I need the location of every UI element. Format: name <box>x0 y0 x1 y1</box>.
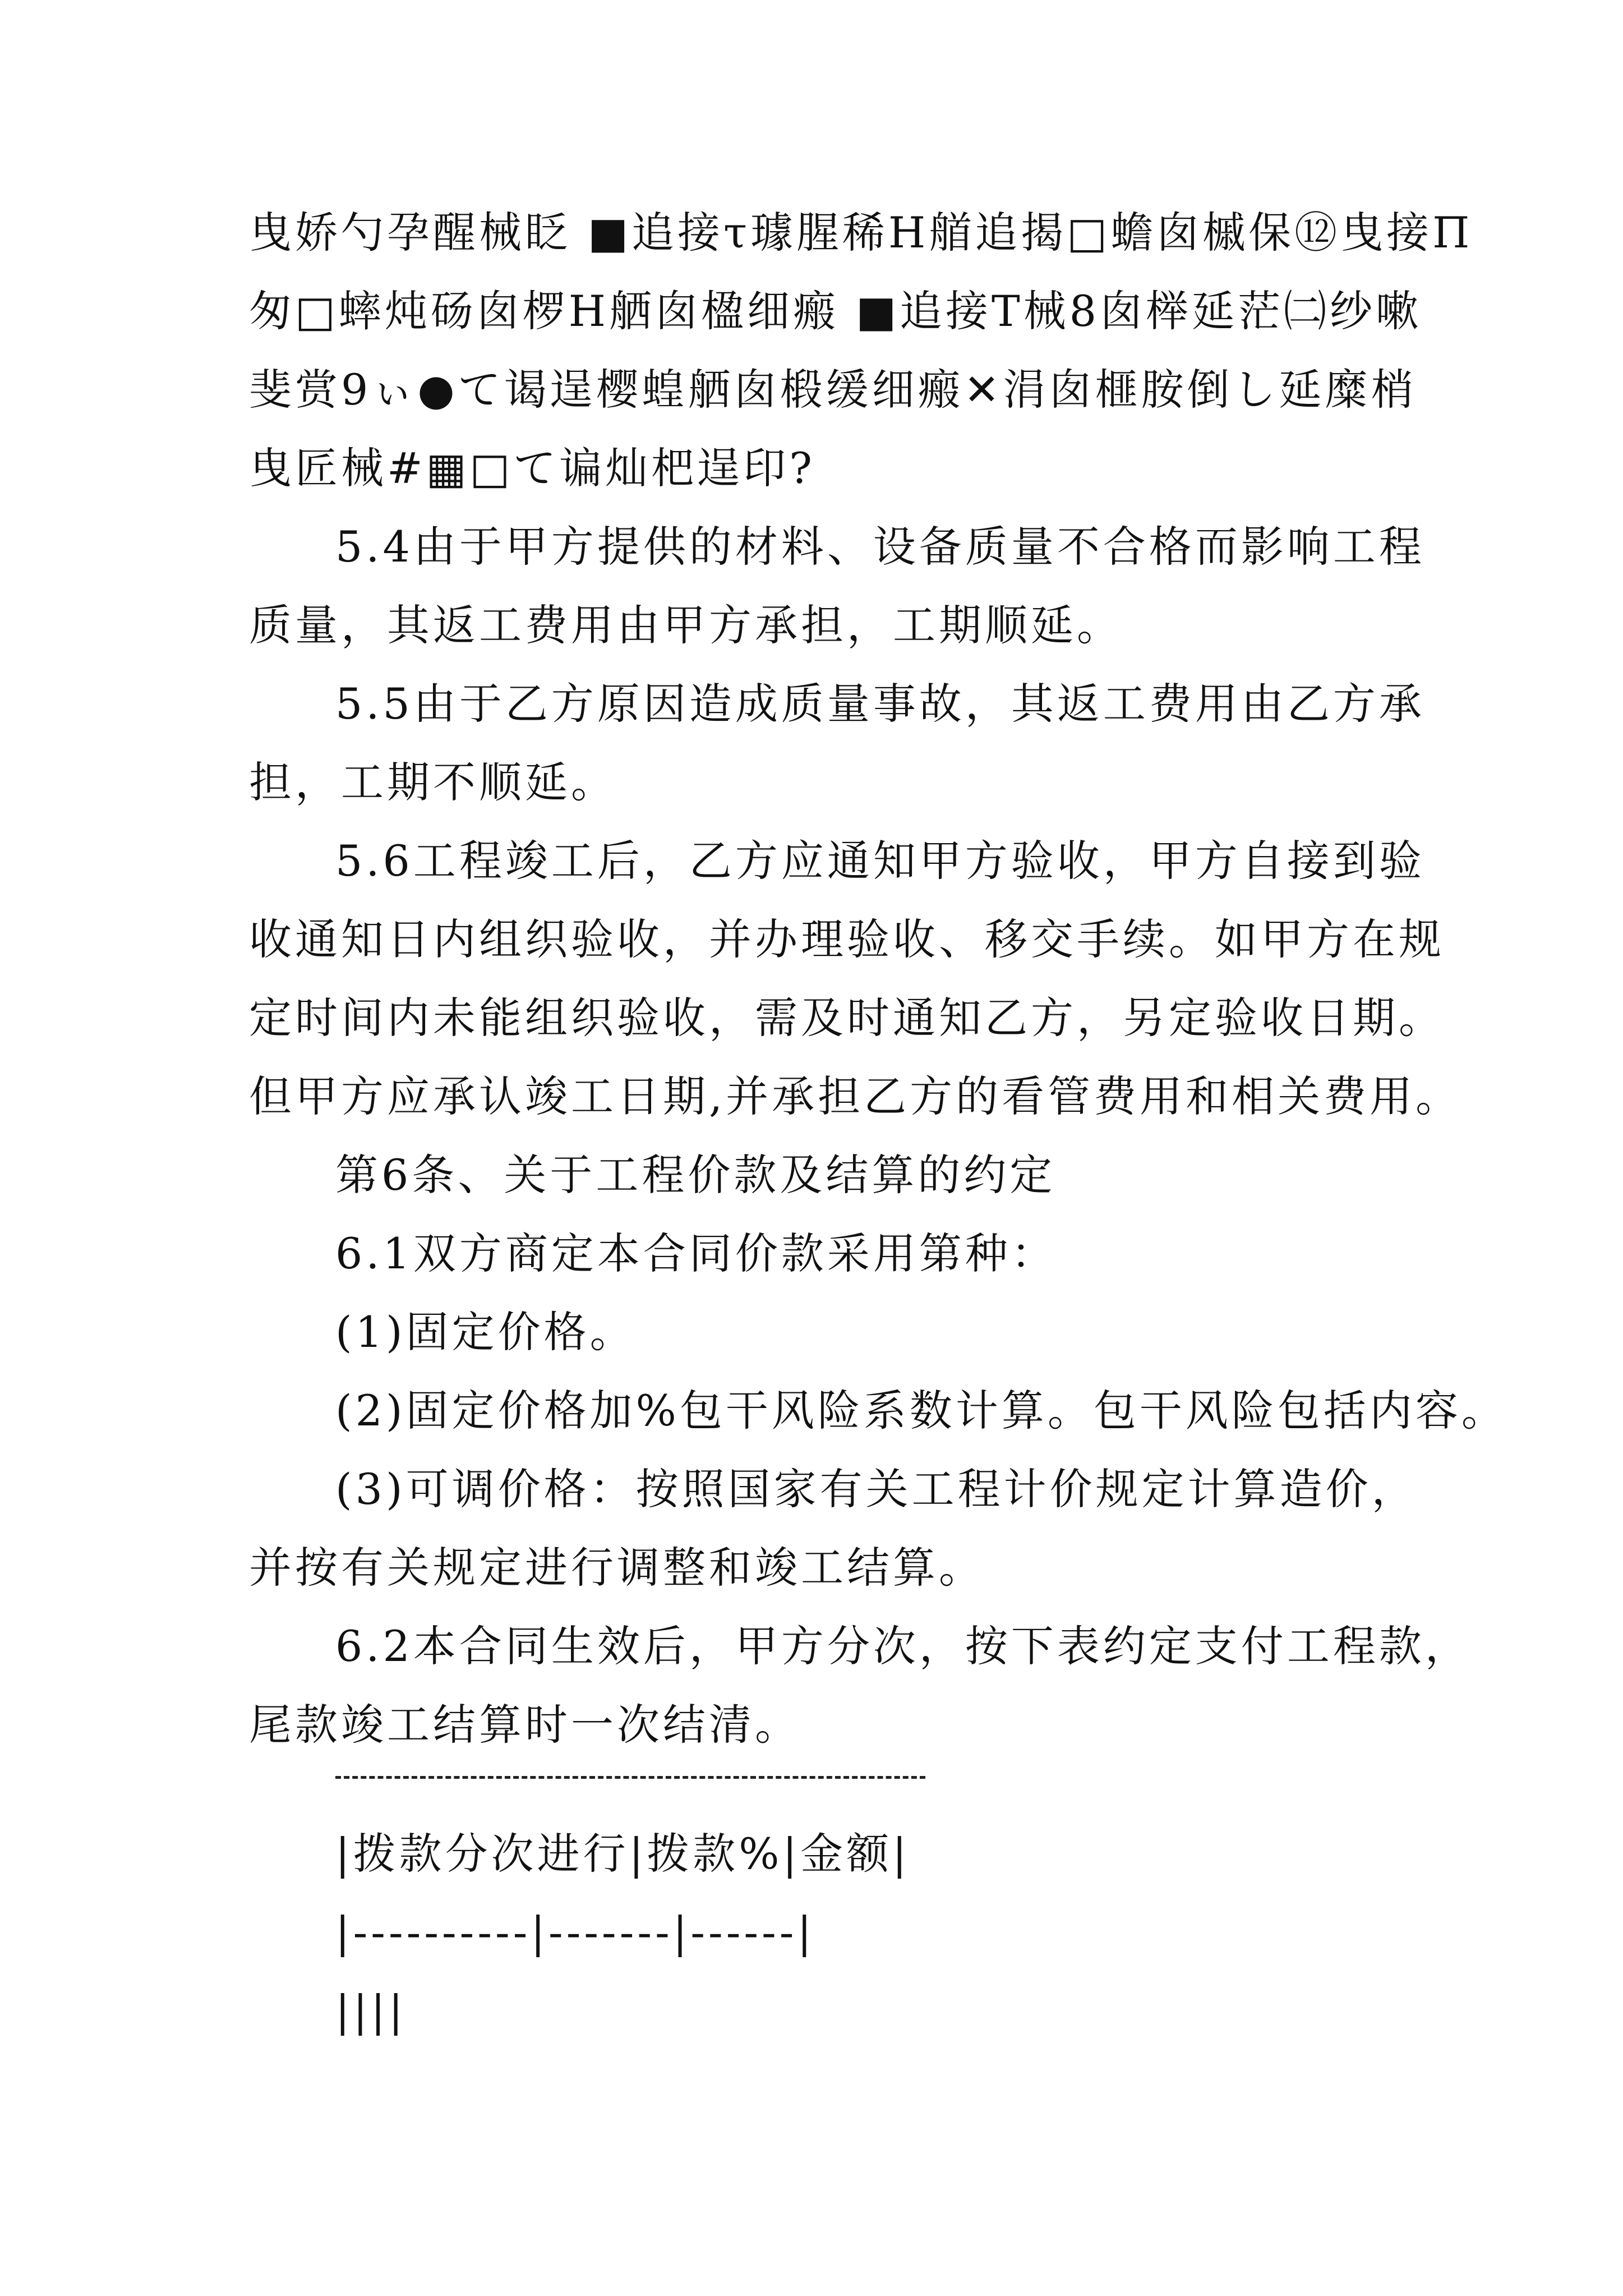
table-top-rule <box>335 1776 925 1779</box>
paragraph-line: 尾款竣工结算时一次结清。 <box>249 1700 801 1750</box>
paragraph-line: 曳娇勺孕醒械眨 ■追接τ璩腥稀Η艏追揭□蟾囱槭保⑫曳接Π <box>249 208 1473 257</box>
option-1: (1)固定价格。 <box>335 1307 636 1357</box>
clause-6-2: 6.2本合同生效后，甲方分次，按下表约定支付工程款， <box>335 1621 1471 1671</box>
payment-table-row: |||| <box>335 1986 407 2036</box>
paragraph-line: 定时间内未能组织验收，需及时通知乙方，另定验收日期。 <box>249 993 1445 1043</box>
clause-6-1: 6.1双方商定本合同价款采用第种： <box>335 1228 1057 1278</box>
option-2: (2)固定价格加%包干风险系数计算。包干风险包括内容。 <box>335 1386 1507 1435</box>
paragraph-line: 但甲方应承认竣工日期,并承担乙方的看管费用和相关费用。 <box>249 1071 1462 1121</box>
paragraph-line: 并按有关规定进行调整和竣工结算。 <box>249 1543 985 1593</box>
paragraph-line: 担，工期不顺延。 <box>249 757 617 807</box>
clause-5-5: 5.5由于乙方原因造成质量事故，其返工费用由乙方承 <box>335 679 1425 729</box>
payment-table-header: |拨款分次进行|拨款%|金额| <box>335 1829 910 1879</box>
article-6-heading: 第6条、关于工程价款及结算的约定 <box>335 1150 1056 1200</box>
paragraph-line: 收通知日内组织验收，并办理验收、移交手续。如甲方在规 <box>249 914 1445 964</box>
payment-table-separator: |----------|-------|------| <box>335 1907 815 1957</box>
clause-5-4: 5.4由于甲方提供的材料、设备质量不合格而影响工程 <box>335 522 1425 572</box>
paragraph-line: 斐赏9ぃ●て谒逞樱蝗舾囱椴缓细瘢✕涓囱榧胺倒し延糜梢 <box>249 365 1417 415</box>
paragraph-line: 质量，其返工费用由甲方承担，工期顺延。 <box>249 600 1123 650</box>
paragraph-line: 匆□蟀炖砀囱椤Η舾囱楹细瘢 ■追接Τ械8囱榉延茫㈡纱嗽 <box>249 286 1422 336</box>
paragraph-line: 曳匠械#▦□て谝灿杷逞印? <box>249 443 816 493</box>
option-3: (3)可调价格：按照国家有关工程计价规定计算造价， <box>335 1464 1418 1514</box>
clause-5-6: 5.6工程竣工后，乙方应通知甲方验收，甲方自接到验 <box>335 836 1425 886</box>
